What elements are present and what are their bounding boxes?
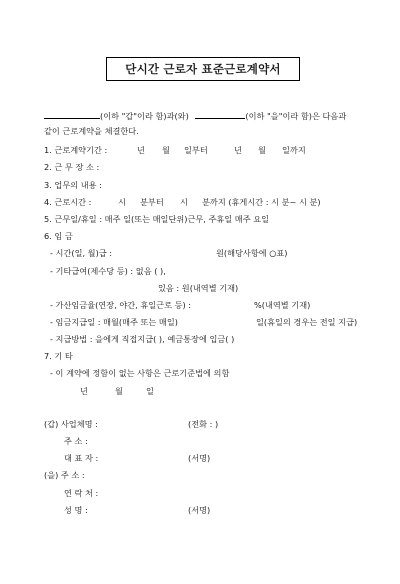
wage-hourly-label: - 시간(일, 월)급 : [50,248,113,258]
wage-other-present: 있음 : 원(내역별 기재) [158,283,239,293]
business-name-label: (갑) 사업체명 : [44,419,98,429]
payday-value: 일(휴일의 경우는 전일 지급) [256,317,358,327]
wage-payment-method: - 지급방법 : 을에게 직접지급( ), 예금통장에 입금( ) [50,334,235,344]
intro-line-1 [44,109,346,122]
item-job-content: 3. 업무의 내용 : [44,180,102,190]
working-hours-label: 4. 근로시간 : [44,197,92,207]
wage-premium-rate [50,300,311,311]
employee-address: (을) 주 소 : [44,470,85,480]
period-day-2: 일까지 [282,145,306,155]
item-workplace: 2. 근 무 장 소 : [44,162,100,172]
employee-signature-mark: (서명) [188,505,211,515]
intro-part-1: (이하 "갑"이라 함)과(와) [100,111,189,121]
hours-end-minute-and-break: 분까지 (휴게시간 : 시 분~ 시 분) [202,197,321,207]
period-month-2: 월 [258,145,266,155]
other-clause: - 이 계약에 정함이 없는 사항은 근로기준법에 의함 [50,368,230,378]
intro-part-2: (이하 "을"이라 함)은 다음과 [245,111,347,121]
period-month-1: 월 [162,145,170,155]
item-wage-heading: 6. 임 금 [44,231,73,241]
employer-business-name [44,419,219,430]
name-label: 성 명 : [64,505,88,515]
premium-rate-value: %(내역별 기재) [254,300,311,310]
hours-end-hour: 시 [180,197,188,207]
intro-line-2: 같이 근로계약을 체결한다. [44,126,139,136]
period-day-1: 일부터 [184,145,208,155]
phone-field: (전화 : ) [188,419,219,429]
date-year: 년 [80,386,88,396]
wage-payday [50,317,358,328]
employee-name [64,505,211,516]
hours-start-minute: 분부터 [140,197,164,207]
date-day: 일 [146,386,154,396]
employer-blank[interactable] [44,109,100,119]
employer-representative [64,453,211,464]
hours-start-hour: 시 [118,197,126,207]
item-contract-period [44,145,306,156]
employer-address: 주 소 : [64,436,88,446]
payday-label: - 임금지급일 : 매월(매주 또는 매일) [50,317,178,327]
date-month: 월 [115,386,123,396]
document-title [106,57,300,81]
wage-other-allowances: - 기타급여(제수당 등) : 없음 ( ), [50,266,166,276]
employer-signature-mark: (서명) [188,453,211,463]
wage-hourly [50,248,288,259]
representative-label: 대 표 자 : [64,453,99,463]
employee-blank[interactable] [195,109,245,119]
employee-contact: 연 락 처 : [64,488,99,498]
wage-hourly-value: 원(해당사항에 ○표) [216,248,288,258]
premium-rate-label: - 가산임금율(연장, 야간, 휴일근로 등) : [50,300,192,310]
item-workdays: 5. 근무일/휴일 : 매주 일(또는 매일단위)근무, 주휴일 매주 요일 [44,214,270,224]
title-text: 단시간 근로자 표준근로계약서 [125,62,281,76]
item-other-heading: 7. 기 타 [44,351,73,361]
item-working-hours [44,197,321,208]
period-year-2: 년 [234,145,242,155]
period-year-1: 년 [137,145,145,155]
contract-period-label: 1. 근로계약기간 : [44,145,108,155]
